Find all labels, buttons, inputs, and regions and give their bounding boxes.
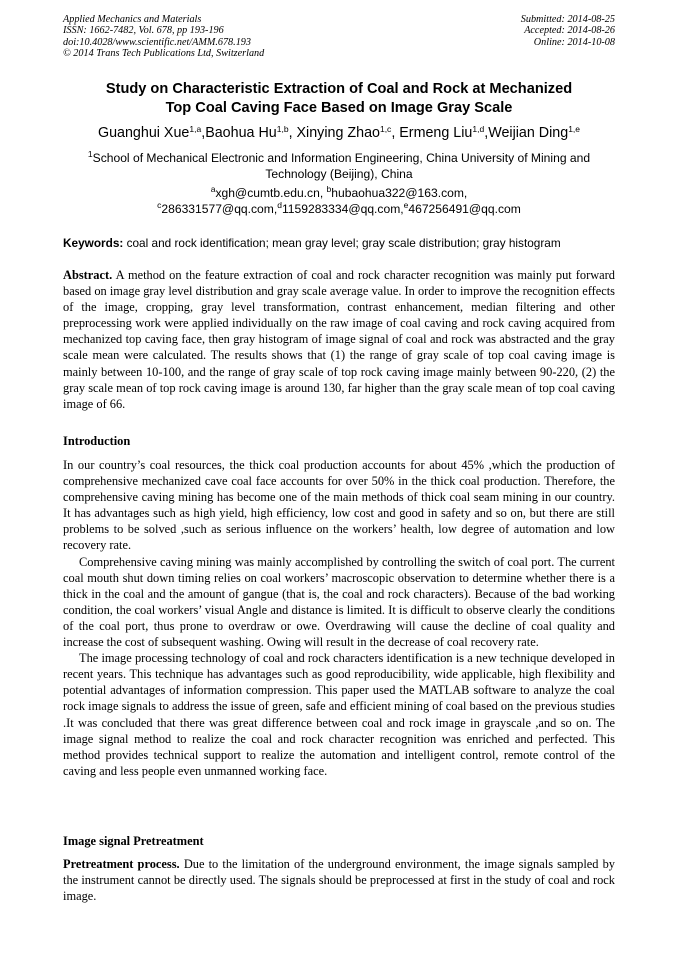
journal-header-right xyxy=(521,14,615,48)
email-address: hubaohua322@163.com, xyxy=(331,186,468,200)
journal-doi: doi:10.4028/www.scientific.net/AMM.678.193 xyxy=(63,36,251,48)
author-affiliation-mark: 1,a xyxy=(189,124,202,134)
online-date: Online: 2014-10-08 xyxy=(533,36,615,48)
author-affiliation-mark: 1,c xyxy=(379,124,392,134)
paper-title xyxy=(40,80,638,118)
abstract-label: Abstract. xyxy=(63,268,113,282)
paper-title-line-2: Top Coal Caving Face Based on Image Gray Scale xyxy=(165,100,513,116)
paper-title-line-1: Study on Characteristic Extraction of Coal and Rock at Mechanized xyxy=(105,81,573,97)
author-name: Xinying Zhao xyxy=(296,125,380,141)
paragraph: Comprehensive caving mining was mainly accomplished by controlling the switch of coal port. The current coal mouth shut down timing relies on coal workers’ macroscopic observation to determine whether there is a thick in the coal and the amount of gangue (that is, the coal and rock characters). Because of the bad working condition, the coal workers’ visual Angle and distance is limited. It is difficult to observe clearly the conditions of the coal port, thus prone to overdraw or owe. Overdrawing will cause the decline of coal quality and increase the cost of subsequent washing. Owing will result in the decrease of coal recovery rate. xyxy=(63,554,615,650)
section-heading-image-signal: Image signal Pretreatment xyxy=(63,834,204,848)
email-line: $^c$286331577@qq.com,$^d$1159283334@qq.com,$^e$467256491@qq.com xyxy=(157,199,521,216)
subsection-heading-pretreatment: Pretreatment process. xyxy=(63,857,180,871)
email-line: $^a$xgh@cumtb.edu.cn, $^b$hubaohua322@163.com, xyxy=(210,184,468,200)
journal-issn: ISSN: 1662-7482, Vol. 678, pp 193-196 xyxy=(63,25,224,37)
affiliation xyxy=(64,151,614,182)
paragraph: In our country’s coal resources, the thick coal production accounts for about 45% ,which the production of comprehensive mechanized cave coal face accounts for over 50% in the thick coal production. Therefore, the comprehensive caving mining has become one of the main methods of thick coal seam mining in our country. It has advantages such as high yield, high efficiency, low cost and good in safety and so on, but there are still problems to be solved ,such as serious influence on the workers’ health, low degree of automation and low recovery rate. xyxy=(63,458,615,553)
author-affiliation-mark: 1,b xyxy=(276,124,289,134)
accepted-date: Accepted: 2014-08-26 xyxy=(524,25,615,37)
author-affiliation-mark: 1,d xyxy=(472,124,485,134)
email-address: 286331577@qq.com, xyxy=(161,201,278,216)
author-name: Ermeng Liu xyxy=(399,125,473,141)
submitted-date: Submitted: 2014-08-25 xyxy=(520,14,615,25)
author-name: Baohua Hu xyxy=(205,125,277,141)
section-heading-introduction: Introduction xyxy=(63,434,131,448)
author-name: Weijian Ding xyxy=(488,125,569,141)
email-address: 467256491@qq.com xyxy=(408,201,521,216)
email-address: xgh@cumtb.edu.cn, xyxy=(215,186,327,200)
journal-copyright: © 2014 Trans Tech Publications Ltd, Switzerland xyxy=(63,48,265,60)
introduction-body xyxy=(63,457,615,779)
keywords-text: coal and rock identification; mean gray level; gray scale distribution; gray histogram xyxy=(123,236,561,250)
affiliation-mark: 1 xyxy=(87,149,93,159)
pretreatment-body xyxy=(63,856,615,904)
author-emails xyxy=(64,186,614,217)
author-name: Guanghui Xue xyxy=(97,125,190,141)
author-affiliation-mark: 1,e xyxy=(568,124,581,134)
pretreatment-text: Due to the limitation of the underground environment, the image signals sampled by the instrument cannot be directly used. The signals should be preprocessed at first in the study of coal and rock image. xyxy=(63,857,615,904)
journal-name: Applied Mechanics and Materials xyxy=(63,14,202,25)
journal-header-left xyxy=(63,14,264,60)
keywords xyxy=(63,236,623,250)
email-address: 1159283334@qq.com, xyxy=(281,201,404,216)
abstract-text: A method on the feature extraction of coal and rock character recognition was mainly put forward based on image gray level distribution and gray scale average value. In order to improve the recognition effects of the image, cropping, gray level transformation, contrast enhancement, median filtering and other preprocessing work were applied individually on the raw image of coal caving and rock caving acquired from mechanized top caving face, then gray histogram of image signal of coal and rock was abstracted and the gray scale mean were calculated. The results shows that (1) the range of gray scale of top coal caving image is mainly between 10-100, and the range of gray scale of top rock caving image mainly between 90-220, (2) the gray scale mean of top rock caving image is around 130, far higher than the gray scale mean of top coal caving image of 66. xyxy=(63,268,615,411)
author-list: Guanghui Xue$^{1,a}$,Baohua Hu$^{1,b}$, Xinying Zhao$^{1,c}$, Ermeng Liu$^{1,d}$,Weijian Ding$^{1,e}$ xyxy=(97,124,581,141)
abstract xyxy=(63,267,615,412)
keywords-label: Keywords: xyxy=(63,236,124,250)
affiliation-text: School of Mechanical Electronic and Information Engineering, China University of Mining and Technology (Beijing), China xyxy=(92,151,591,181)
paragraph: The image processing technology of coal and rock characters identification is a new technique developed in recent years. This technique has advantages such as good reproducibility, wide applicable, high flexibility and potential advantages of information compression. This paper used the MATLAB software to analyze the coal rock image signals to address the issue of green, safe and efficient mining of coal based on the previous studies .It was concluded that there was great difference between coal and rock image in grayscale ,and so on. The image signal method to realize the coal and rock character recognition was enriched and perfected. This method provides technical support to realize the automation and intelligent control, remote control of the caving and less people even unmanned working face. xyxy=(63,651,615,778)
